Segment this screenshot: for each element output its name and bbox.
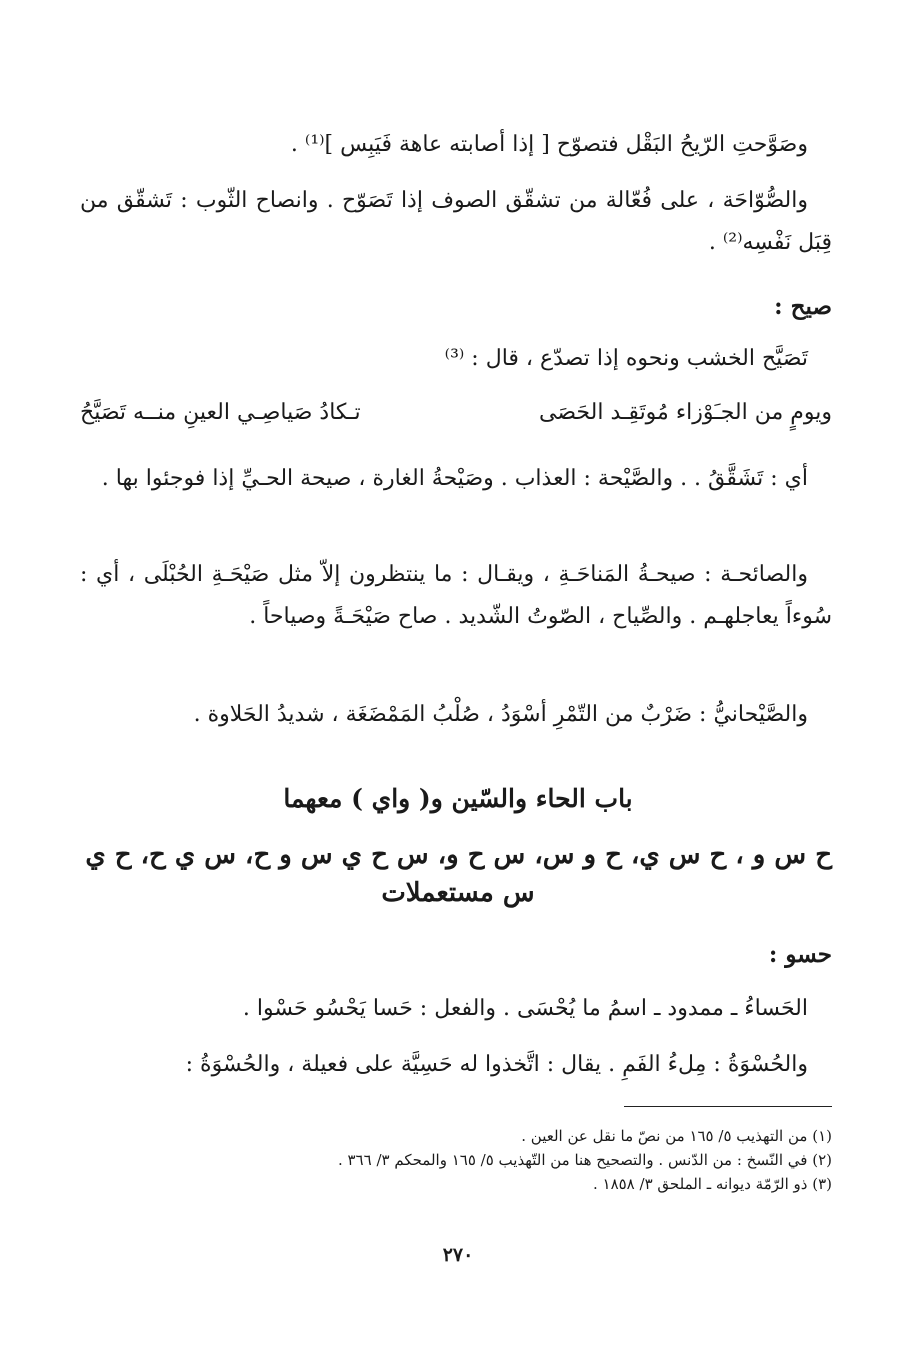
poem-second-hemistich: تـكادُ صَياصِـي العينِ منــه تَصَيَّحُ xyxy=(80,400,361,425)
poem-first-hemistich: ويومٍ من الجـَوْزاء مُوتَقِـد الحَصَى xyxy=(539,400,832,425)
section-title: باب الحاء والسّين و( واي ) معهما xyxy=(283,784,633,813)
footnote-1: (١) من التهذيب ٥/ ١٦٥ من نصّ ما نقل عن العين . xyxy=(521,1127,832,1145)
footnote-2: (٢) في النّسخ : من الدّنس . والتصحيح هنا من التّهذيب ٥/ ١٦٥ والمحكم ٣/ ٣٦٦ . xyxy=(337,1151,832,1169)
paragraph-sawwaha: وصَوَّحتِ الرّيحُ البَقْل فتصوّح [ إذا أصابته عاهة فَيَبِس ]⁽¹⁾ . xyxy=(290,132,808,157)
page-number: ٢٧٠ xyxy=(442,1244,474,1266)
paragraph-tasayyah: تَصَيَّح الخشب ونحوه إذا تصدّع ، قال : ⁽³⁾ xyxy=(444,346,808,371)
section-subtitle-line1: ح س و ، ح س ي، ح و س، س ح و، س ح ي س و ح، س ي ح، ح ي xyxy=(85,840,832,870)
paragraph-hasa: الحَساءُ ـ ممدود ـ اسمُ ما يُحْسَى . والفعل : حَسا يَحْسُو حَسْوا . xyxy=(242,996,808,1021)
footnotes xyxy=(80,1124,832,1196)
entry-heading-hasw: حسو : xyxy=(768,941,832,968)
paragraph-huswa: والحُسْوَةُ : مِلءُ الفَمِ . يقال : اتَّخذوا له حَسِيَّة على فعيلة ، والحُسْوَةُ : xyxy=(185,1052,808,1077)
entry-heading-sayh: صيح : xyxy=(774,293,832,320)
poem-verse xyxy=(80,400,832,425)
footnote-separator xyxy=(624,1106,832,1107)
paragraph-suwwaha: والصُّوّاحَة ، على فُعّالة من تشقّق الصوف إذا تَصَوّح . وانصاح الثّوب : تَشقّق من قِبَل نَفْسِه⁽²⁾ . xyxy=(80,188,832,255)
paragraph-sayha: أي : تَشَقَّقُ . . والصَّيْحة : العذاب . وصَيْحةُ الغارة ، صيحة الحـيِّ إذا فوجئوا بها . xyxy=(101,466,808,491)
section-subtitle-line2: س مستعملات xyxy=(381,878,535,908)
paragraph-sayhani: والصَّيْحانيُّ : ضَرْبٌ من التّمْرِ أسْوَدُ ، صُلْبُ المَمْضَغَة ، شديدُ الحَلاوة . xyxy=(193,702,808,727)
paragraph-saiha: والصائحـة : صيحـةُ المَناحَـةِ ، ويقـال : ما ينتظرون إلاّ مثل صَيْحَـةِ الحُبْلَى ، أي : سُوءاً يعاجلهـم . والصِّياح ، الصّوتُ الشّديد . صاح صَيْحَـةً وصياحاً . xyxy=(80,562,832,629)
footnote-3: (٣) ذو الرّمّة ديوانه ـ الملحق ٣/ ١٨٥٨ . xyxy=(592,1175,832,1193)
